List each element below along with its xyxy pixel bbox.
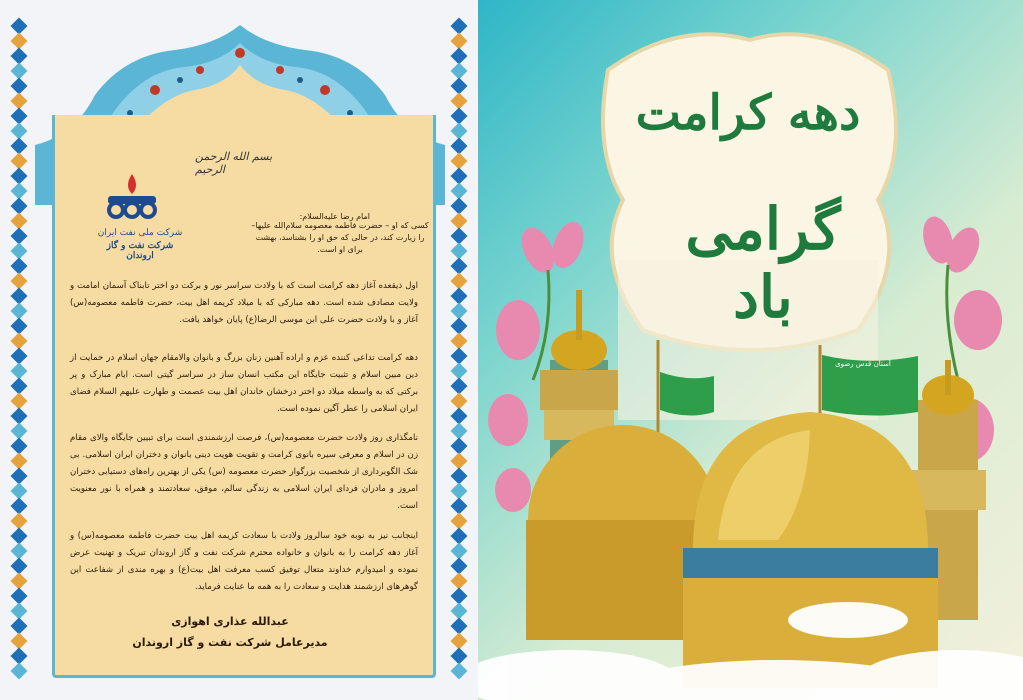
greeting-poster [478, 0, 1023, 700]
greeting-title-line1: دهه کرامت [635, 85, 861, 141]
border-diamond [451, 663, 468, 680]
right-ornament-border [448, 20, 470, 680]
company-logo [100, 172, 164, 222]
flag-emblem-text: آستان قدس رضوی [835, 360, 891, 368]
greeting-title-line2: گرامی باد [685, 195, 841, 331]
signature-title: مدیرعامل شرکت نفت و گاز اروندان [132, 636, 328, 649]
paragraph-3: نامگذاری روز ولادت حضرت معصومه(س)، فرصت ارزشمندی است برای تبیین جایگاه والای مقام زن در اسلام و معرفی سیره بانوی کرامت و تقویت هویت دینی بانوان و دختران ایران اسلامی. بی شک الگوبرداری از شخصیت بزرگوار حضرت معصومه (س) یکی از بهترین راه‌های دستیابی دختران امروز و مادران فردای ایران اسلامی به زندگی سالم، موفق، سعادتمند و همراه با نور معنویت است. [70, 433, 418, 511]
paragraph-2: دهه کرامت تداعی کننده عزم و اراده آهنین زنان بزرگ و بانوان والامقام جهان اسلام در حمایت از دین مبین اسلام و تثبیت جایگاه این مکتب انسان ساز در سراسر گیتی است. ایام مبارک و پر برکتی که به واسطه میلاد دو اختر درخشان خاندان اهل بیت عصمت و طهارت علیهم السلام فضای ایران اسلامی را عطر آگین نموده است. [70, 353, 418, 414]
signature-name: عبدالله عذاری اهوازی [171, 615, 289, 628]
paragraph-4: اینجانب نیز به نوبه خود سالروز ولادت با سعادت کریمه اهل بیت حضرت فاطمه معصومه(س) و آغاز دهه کرامت را به بانوان و خانواده محترم شرکت نفت و گاز اروندان تبریک و تهنیت عرض نموده و امیدوارم خداوند متعال توفیق کسب معرفت اهل بیت(ع) و بهره مندی از شفاعت این گوهرهای ارزشمند هدایت و سعادت را به همه ما عنایت فرماید. [70, 531, 418, 592]
statement-panel [0, 0, 478, 700]
border-diamond [11, 663, 28, 680]
paragraph-1: اول ذیقعده آغاز دهه کرامت است که با ولادت سراسر نور و برکت دو اختر تابناک آسمان امامت و ولایت مصادف شده است. دهه مبارکی که با میلاد کریمه اهل بیت، حضرت فاطمه معصومه(س) آغاز و با ولادت حضرت علی ابن موسی الرضا(ع) پایان خواهد یافت. [70, 281, 418, 325]
hadith-header: امام رضا علیه‌السلام: [299, 212, 370, 221]
left-ornament-border [8, 20, 30, 680]
logo-text-2: شرکت نفت و گاز اروندان [106, 241, 174, 261]
hadith-text: کسی که او – حضرت فاطمه معصومه سلام‌الله علیها– را زیارت کند، در حالی که حق او را بشناسد، بهشت برای او است. [251, 221, 429, 254]
logo-text-1: شرکت ملی نفت ایران [97, 228, 183, 238]
bismillah-calligraphy: بسم الله الرحمن الرحیم [195, 150, 273, 176]
